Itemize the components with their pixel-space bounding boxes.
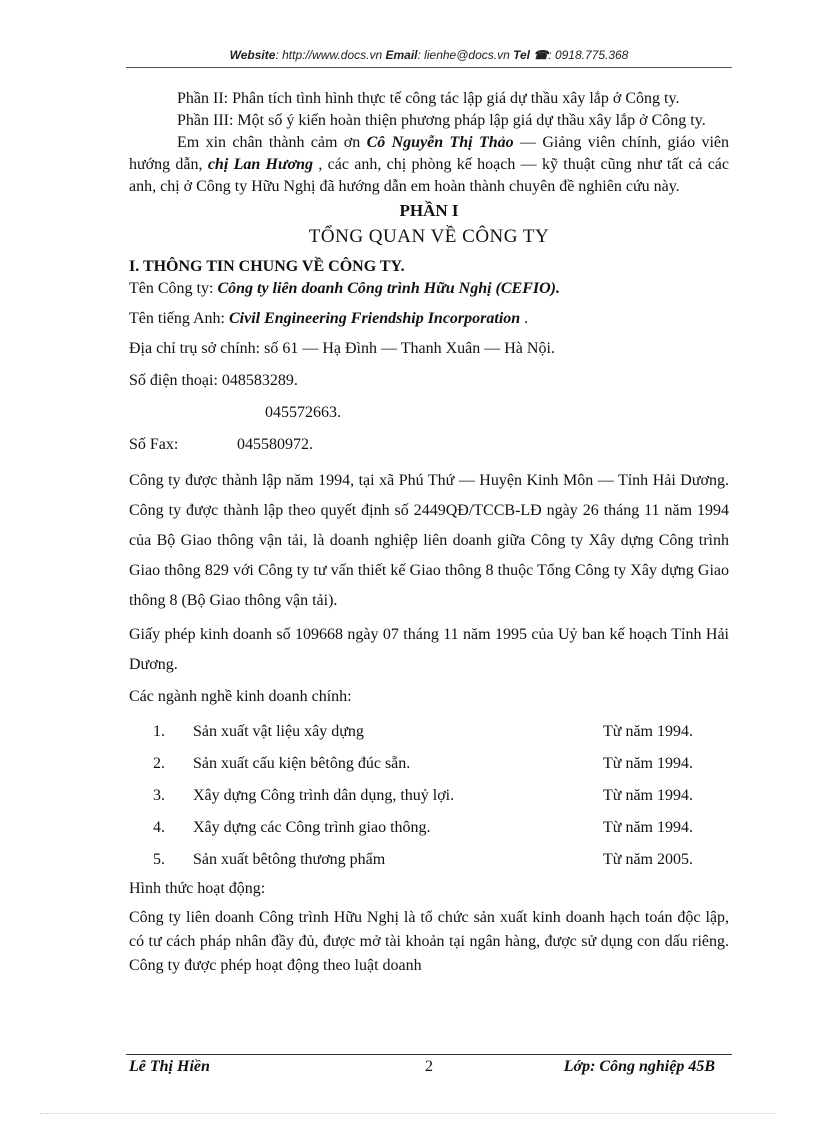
author-name: Lê Thị Hiền — [129, 1058, 210, 1075]
activities-list — [129, 716, 729, 876]
english-label: Tên tiếng Anh: — [129, 310, 229, 327]
item-since: Từ năm 2005. — [603, 851, 693, 868]
ack-text-a: Em xin chân thành cảm ơn — [177, 134, 367, 151]
item-since: Từ năm 1994. — [603, 819, 693, 836]
acknowledgement — [129, 132, 729, 198]
item-text: Xây dựng các Công trình giao thông. — [193, 819, 431, 836]
list-item — [129, 748, 729, 780]
phone-label: Số điện thoại: — [129, 372, 222, 389]
page-header — [126, 48, 732, 62]
item-text: Sản xuất vật liệu xây dựng — [193, 723, 364, 740]
website-label: Website — [229, 48, 276, 62]
form-heading: Hình thức hoạt động: — [129, 880, 266, 897]
fax-line — [129, 434, 729, 456]
mentor-name: chị Lan Hương — [207, 156, 314, 173]
footer-divider — [126, 1054, 732, 1055]
activities-heading: Các ngành nghề kinh doanh chính: — [129, 688, 352, 705]
intro-part2: Phần II: Phân tích tình hình thực tế công tác lập giá dự thầu xây lắp ở Công ty. — [177, 90, 680, 107]
tel-label: Tel ☎ — [513, 48, 549, 62]
company-name-line — [129, 278, 729, 300]
item-number: 5. — [153, 851, 165, 868]
founding-paragraph: Công ty được thành lập năm 1994, tại xã Phú Thứ — Huyện Kinh Môn — Tỉnh Hải Dương. Công ty được thành lập theo quyết định số 2449QĐ/TCCB-LĐ ngày 26 tháng 11 năm 1994 của Bộ Giao thông vận tải, là doanh nghiệp liên doanh giữa Công ty Xây dựng Công trình Giao thông 829 với Công ty tư vấn thiết kế Giao thông 8 thuộc Tổng Công ty Xây dựng Giao thông 8 (Bộ Giao thông vận tải). — [129, 472, 729, 609]
list-item — [129, 844, 729, 876]
class-name: Lớp: Công nghiệp 45B — [563, 1058, 715, 1075]
item-number: 4. — [153, 819, 165, 836]
item-text: Xây dựng Công trình dân dụng, thuỷ lợi. — [193, 787, 455, 804]
header-divider — [126, 67, 732, 68]
list-item — [129, 812, 729, 844]
item-since: Từ năm 1994. — [603, 723, 693, 740]
phone-2: 045572663. — [265, 404, 341, 421]
phone-line — [129, 370, 729, 392]
english-name: Civil Engineering Friendship Incorporation — [228, 310, 521, 327]
item-number: 1. — [153, 723, 165, 740]
item-since: Từ năm 1994. — [603, 787, 693, 804]
list-item — [129, 716, 729, 748]
ack-text-b: — Giảng viên chính, giáo viên hướng dẫn, — [129, 134, 729, 173]
tel-value: : 0918.775.368 — [548, 48, 629, 62]
company-name: Công ty liên doanh Công trình Hữu Nghị (CEFIO). — [217, 280, 561, 297]
address-line: Địa chỉ trụ sở chính: số 61 — Hạ Đình — Thanh Xuân — Hà Nội. — [129, 340, 555, 357]
item-since: Từ năm 1994. — [603, 755, 693, 772]
company-label: Tên Công ty: — [129, 280, 218, 297]
ack-text-c: , các anh, chị phòng kế hoạch — kỹ thuật cũng như tất cả các anh, chị ở Công ty Hữu Nghị đã hướng dẫn em hoàn thành chuyên đề nghiên cứu này. — [129, 156, 730, 195]
fax-number: 045580972. — [237, 436, 313, 453]
intro-part3: Phần III: Một số ý kiến hoàn thiện phương pháp lập giá dự thầu xây lắp ở Công ty. — [177, 112, 706, 129]
list-item — [129, 780, 729, 812]
english-name-line — [129, 308, 729, 330]
item-number: 3. — [153, 787, 165, 804]
item-text: Sản xuất bêtông thương phẩm — [193, 851, 386, 868]
form-paragraph: Công ty liên doanh Công trình Hữu Nghị là tổ chức sản xuất kinh doanh hạch toán độc lập, có tư cách pháp nhân đầy đủ, được mở tài khoản tại ngân hàng, được sử dụng con dấu riêng. Công ty được phép hoạt động theo luật doanh — [129, 909, 729, 974]
item-text: Sản xuất cấu kiện bêtông đúc sẵn. — [193, 755, 411, 772]
part-title: TỔNG QUAN VỀ CÔNG TY — [308, 226, 550, 247]
item-number: 2. — [153, 755, 165, 772]
english-end: . — [520, 310, 529, 327]
license-paragraph: Giấy phép kinh doanh số 109668 ngày 07 tháng 11 năm 1995 của Uỷ ban kế hoạch Tỉnh Hải Dương. — [129, 626, 729, 673]
phone-line-2 — [129, 402, 729, 424]
website-value[interactable]: : http://www.docs.vn — [275, 48, 383, 62]
fax-label: Số Fax: — [129, 436, 179, 453]
page-edge — [40, 1113, 776, 1114]
supervisor-name: Cô Nguyễn Thị Thảo — [366, 134, 514, 151]
page-number: 2 — [425, 1058, 433, 1075]
email-label: Email — [385, 48, 418, 62]
section-heading: I. THÔNG TIN CHUNG VỀ CÔNG TY. — [129, 258, 405, 275]
phone-1: 048583289. — [221, 372, 298, 389]
part-label: PHẦN I — [399, 201, 459, 220]
email-value[interactable]: : lienhe@docs.vn — [417, 48, 510, 62]
page-body — [129, 88, 729, 978]
